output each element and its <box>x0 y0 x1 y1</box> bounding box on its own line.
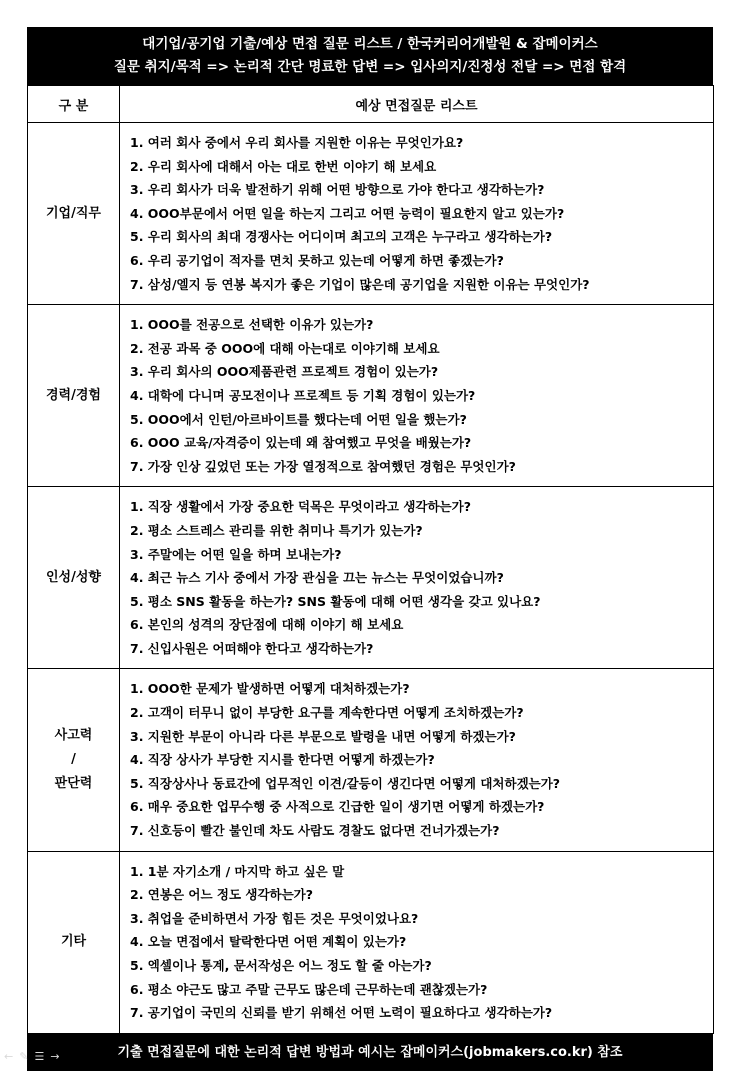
section-row <box>28 851 714 1033</box>
interview-question-sheet <box>27 27 713 1071</box>
section-category <box>28 851 120 1033</box>
question-item: 1. 직장 생활에서 가장 중요한 덕목은 무엇이라고 생각하는가? <box>130 499 471 515</box>
question-item: 7. 가장 인상 깊었던 또는 가장 열정적으로 참여했던 경험은 무엇인가? <box>130 458 516 474</box>
sheet-header <box>27 27 713 85</box>
category-label-line: 사고력 <box>54 728 93 744</box>
question-item: 6. 우리 공기업이 적자를 면치 못하고 있는데 어떻게 하면 좋겠는가? <box>130 252 504 268</box>
question-item: 4. 최근 뉴스 기사 중에서 가장 관심을 끄는 뉴스는 무엇이었습니까? <box>130 570 504 586</box>
question-item: 4. 직장 상사가 부당한 지시를 한다면 어떻게 하겠는가? <box>130 752 435 768</box>
viewer-nav <box>4 1050 66 1063</box>
section-questions <box>120 669 714 851</box>
question-item: 5. 엑셀이나 통계, 문서작성은 어느 정도 할 줄 아는가? <box>130 958 432 973</box>
question-item: 4. 대학에 다니며 공모전이나 프로젝트 등 기획 경험이 있는가? <box>130 387 476 403</box>
category-label-line: 기타 <box>60 934 87 950</box>
question-item: 5. 우리 회사의 최대 경쟁사는 어디이며 최고의 고객은 누구라고 생각하는가? <box>130 229 553 245</box>
question-item: 6. 본인의 성격의 장단점에 대해 이야기 해 보세요 <box>130 617 404 633</box>
section-questions <box>120 851 714 1033</box>
question-item: 1. 여러 회사 중에서 우리 회사를 지원한 이유는 무엇인가요? <box>130 135 464 150</box>
question-item: 4. 오늘 면접에서 탈락한다면 어떤 계획이 있는가? <box>130 934 407 950</box>
question-item: 2. 고객이 터무니 없이 부당한 요구를 계속한다면 어떻게 조치하겠는가? <box>130 705 524 721</box>
question-item: 3. 우리 회사가 더욱 발전하기 위해 어떤 방향으로 가야 한다고 생각하는가? <box>130 182 545 198</box>
question-item: 5. 직장상사나 동료간에 업무적인 이견/갈등이 생긴다면 어떻게 대처하겠는가? <box>130 775 561 791</box>
section-category <box>28 123 120 305</box>
pencil-icon[interactable]: ✎ <box>19 1050 35 1063</box>
question-item: 7. 신호등이 빨간 불인데 차도 사람도 경찰도 없다면 건너가겠는가? <box>130 823 500 839</box>
arrow-left-icon[interactable]: ← <box>4 1050 20 1063</box>
section-questions <box>120 305 714 487</box>
question-item: 1. OOO한 문제가 발생하면 어떻게 대처하겠는가? <box>130 681 410 697</box>
question-item: 1. OOO를 전공으로 선택한 이유가 있는가? <box>130 317 374 333</box>
category-label-line: 판단력 <box>54 776 93 792</box>
table-body <box>28 123 714 1034</box>
question-item: 3. 주말에는 어떤 일을 하며 보내는가? <box>130 546 342 562</box>
header-title: 대기업/공기업 기출/예상 면접 질문 리스트 / 한국커리어개발원 & 잡메이커스 <box>142 36 598 52</box>
question-item: 7. 신입사원은 어떠해야 한다고 생각하는가? <box>130 640 374 656</box>
question-item: 3. 우리 회사의 OOO제품관련 프로젝트 경험이 있는가? <box>130 364 439 380</box>
section-row <box>28 305 714 487</box>
column-header-category: 구 분 <box>28 86 120 123</box>
section-row <box>28 123 714 305</box>
question-item: 4. OOO부문에서 어떤 일을 하는지 그리고 어떤 능력이 필요한지 알고 있는가? <box>130 205 565 221</box>
question-item: 3. 지원한 부문이 아니라 다른 부문으로 발령을 내면 어떻게 하겠는가? <box>130 728 516 744</box>
category-label-line: 기업/직무 <box>46 205 101 221</box>
section-category <box>28 487 120 669</box>
question-item: 6. 매우 중요한 업무수행 중 사적으로 긴급한 일이 생기면 어떻게 하겠는가? <box>130 799 545 815</box>
question-item: 1. 1분 자기소개 / 마지막 하고 싶은 말 <box>130 863 345 879</box>
arrow-right-icon[interactable]: → <box>50 1050 66 1063</box>
question-item: 2. 우리 회사에 대해서 아는 대로 한번 이야기 해 보세요 <box>130 158 437 174</box>
question-item: 2. 전공 과목 중 OOO에 대해 아는대로 이야기해 보세요 <box>130 340 440 356</box>
section-row <box>28 487 714 669</box>
header-subtitle: 질문 취지/목적 => 논리적 간단 명료한 답변 => 입사의지/진정성 전달 => 면접 합격 <box>113 59 627 75</box>
category-label-line: / <box>71 752 76 768</box>
question-item: 5. OOO에서 인턴/아르바이트를 했다는데 어떤 일을 했는가? <box>130 411 467 427</box>
question-item: 7. 공기업이 국민의 신뢰를 받기 위해선 어떤 노력이 필요하다고 생각하는가? <box>130 1005 553 1021</box>
question-item: 3. 취업을 준비하면서 가장 힘든 것은 무엇이었나요? <box>130 910 419 926</box>
section-row <box>28 669 714 851</box>
question-item: 2. 평소 스트레스 관리를 위한 취미나 특기가 있는가? <box>130 522 423 538</box>
table-header-row <box>28 86 714 123</box>
menu-icon[interactable]: ☰ <box>34 1050 51 1063</box>
column-header-questions: 예상 면접질문 리스트 <box>120 86 714 123</box>
question-item: 7. 삼성/엘지 등 연봉 복지가 좋은 기업이 많은데 공기업을 지원한 이유는 무엇인가? <box>130 276 590 292</box>
question-item: 6. OOO 교육/자격증이 있는데 왜 참여했고 무엇을 배웠는가? <box>130 435 472 451</box>
section-questions <box>120 487 714 669</box>
section-questions <box>120 123 714 305</box>
category-label-line: 경력/경험 <box>46 387 101 403</box>
section-category <box>28 305 120 487</box>
section-category <box>28 669 120 851</box>
question-item: 6. 평소 야근도 많고 주말 근무도 많은데 근무하는데 괜찮겠는가? <box>130 981 488 997</box>
sheet-footer: 기출 면접질문에 대한 논리적 답변 방법과 예시는 잡메이커스(jobmakers.co.kr) 참조 <box>27 1034 713 1071</box>
category-label-line: 인성/성향 <box>46 569 101 585</box>
question-table <box>27 85 714 1034</box>
question-item: 2. 연봉은 어느 정도 생각하는가? <box>130 887 314 903</box>
question-item: 5. 평소 SNS 활동을 하는가? SNS 활동에 대해 어떤 생각을 갖고 있나요? <box>130 593 541 609</box>
